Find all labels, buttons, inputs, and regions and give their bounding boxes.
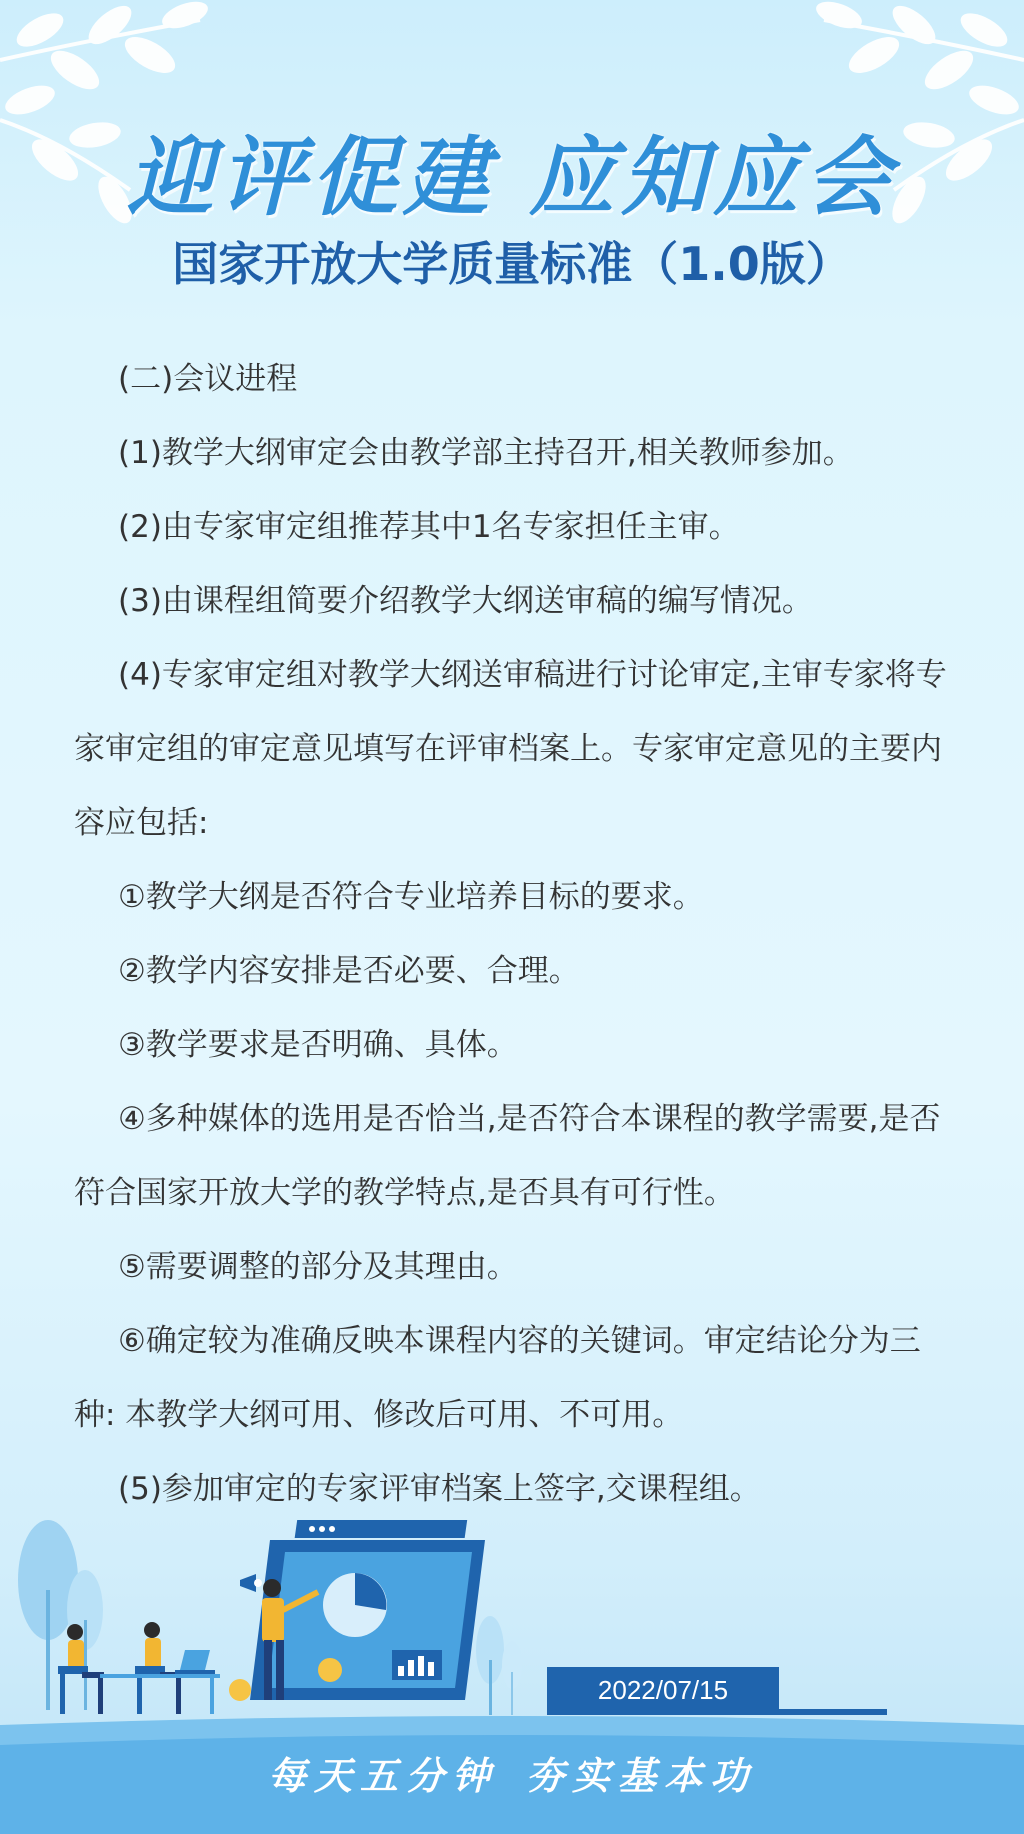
paragraph: (2)由专家审定组推荐其中1名专家担任主审。 [118, 509, 740, 545]
article-body [74, 342, 954, 1526]
paragraph: (5)参加审定的专家评审档案上签字,交课程组。 [118, 1471, 761, 1507]
pie-chart-icon [323, 1573, 387, 1637]
paragraph: ④多种媒体的选用是否恰当,是否符合本课程的教学需要,是否符合国家开放大学的教学特点,是否具有可行性。 [74, 1101, 941, 1211]
paragraph: (3)由课程组简要介绍教学大纲送审稿的编写情况。 [118, 583, 813, 619]
poster-subtitle: 国家开放大学质量标准（1.0版） [172, 237, 852, 291]
paragraph: (1)教学大纲审定会由教学部主持召开,相关教师参加。 [118, 435, 854, 471]
paragraph: ⑤需要调整的部分及其理由。 [118, 1249, 518, 1285]
paragraph: ②教学内容安排是否必要、合理。 [118, 953, 580, 989]
paragraph: ①教学大纲是否符合专业培养目标的要求。 [118, 879, 704, 915]
paragraph: (4)专家审定组对教学大纲送审稿进行讨论审定,主审专家将专家审定组的审定意见填写在评审档案上。专家审定意见的主要内容应包括: [74, 657, 947, 841]
paragraph: (二)会议进程 [118, 361, 298, 397]
poster-title [0, 108, 1024, 232]
footer-slogan [0, 1745, 1024, 1800]
date-badge: 2022/07/15 [547, 1667, 779, 1713]
title-part-1: 迎评促建 [127, 127, 495, 228]
seated-people [58, 1622, 182, 1714]
slogan-part-2: 夯实基本功 [526, 1753, 757, 1798]
title-part-2: 应知应会 [529, 127, 897, 228]
bar-chart-icon [392, 1650, 442, 1680]
office-illustration [0, 1500, 600, 1725]
paragraph: ③教学要求是否明确、具体。 [118, 1027, 518, 1063]
slogan-part-1: 每天五分钟 [267, 1753, 498, 1798]
paragraph: ⑥确定较为准确反映本课程内容的关键词。审定结论分为三种: 本教学大纲可用、修改后可用、不可用。 [74, 1323, 921, 1433]
megaphone-icon [240, 1574, 262, 1592]
